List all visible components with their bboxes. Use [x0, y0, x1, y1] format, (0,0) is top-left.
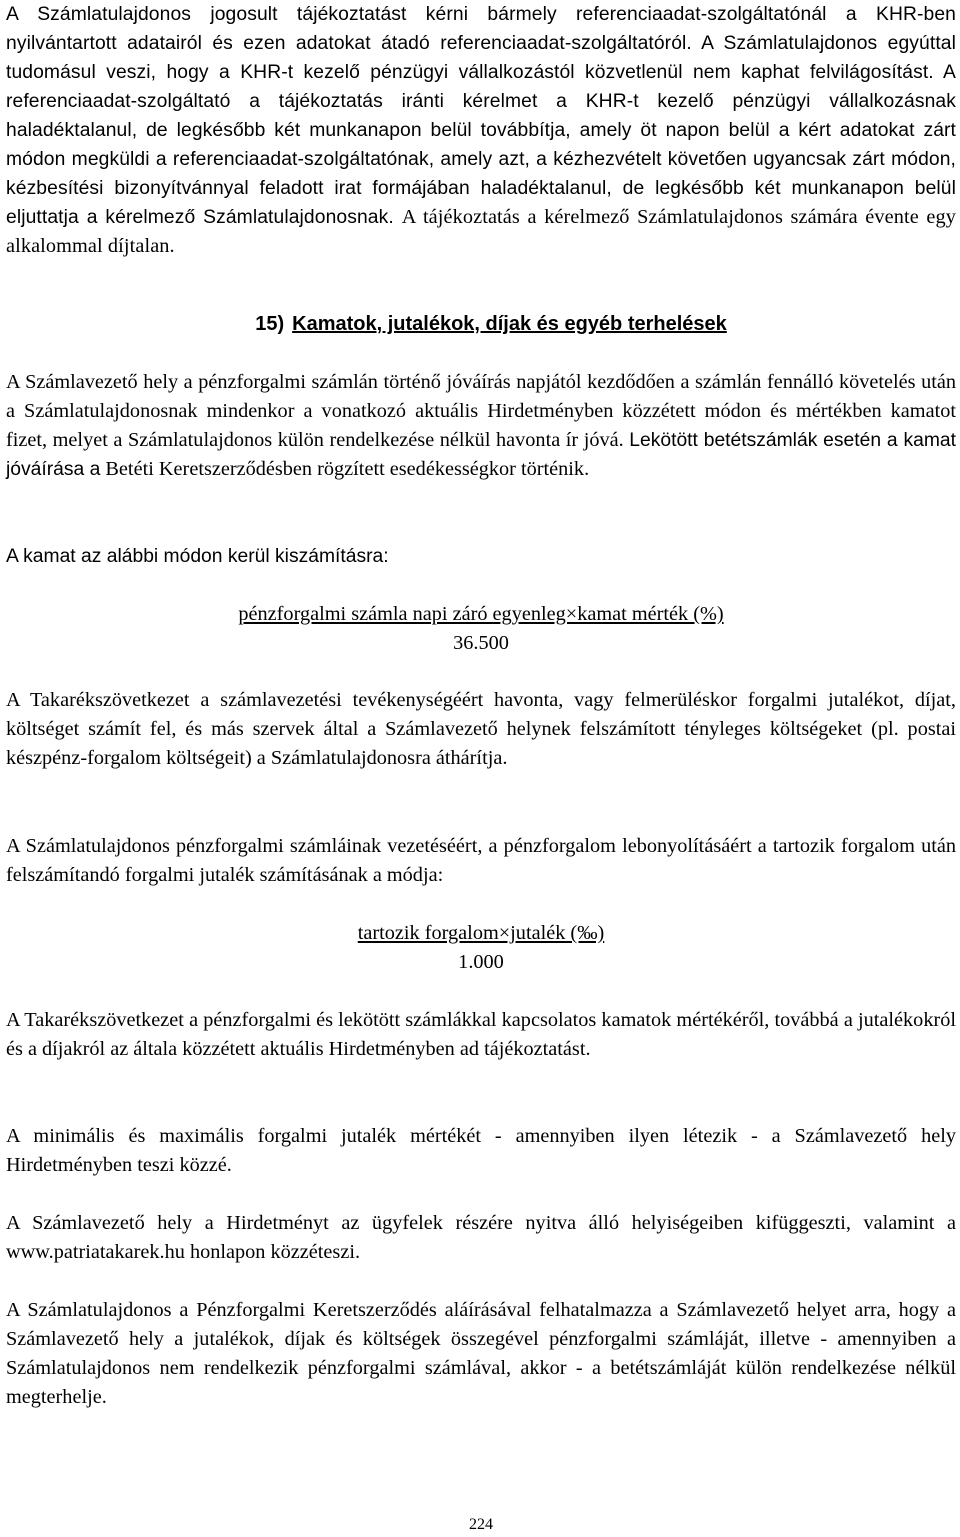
authorization-paragraph: A Számlatulajdonos a Pénzforgalmi Keretszerződés aláírásával felhatalmazza a Számlavezető helyet arra, hogy a Számlavezető hely a jutalékok, díjak és költségek összegével pénzforgalmi számláját, illetve - amennyiben a Számlatulajdonos nem rendelkezik pénzforgalmi számlával, akkor - a betétszámláját külön rendelkezése nélkül megterhelje.: [6, 1299, 956, 1408]
commission-formula: [6, 919, 956, 977]
interest-text: A Számlavezető hely a pénzforgalmi számlán történő jóváírás napjától kezdődően a számlán fennálló követelés után a Számlatulajdonosnak mindenkor a vonatkozó aktuális Hirdetményben közzétett módon és mértékben kamatot fizet, melyet a Számlatulajdonos külön rendelkezése nélkül havonta ír jóvá.: [6, 371, 956, 451]
intro-tail-text: A tájékoztatás a kérelmező Számlatulajdonos számára évente egy alkalommal díjtalan.: [6, 206, 956, 257]
interest-end-text: Betéti Keretszerződésben rögzített esedékességkor történik.: [105, 458, 590, 480]
fees-paragraph: A Takarékszövetkezet a számlavezetési tevékenységéért havonta, vagy felmerüléskor forgalmi jutalékot, díjat, költséget számít fel, és más szervek által a Számlavezető helynek felszámított tényleges költségeket (pl. postai készpénz-forgalom költségeit) a Számlatulajdonosra áthárítja.: [6, 689, 956, 769]
interest-formula: [6, 600, 956, 658]
section-heading: [6, 310, 956, 339]
document-page: [6, 0, 956, 1537]
interest-calc-label: A kamat az alábbi módon kerül kiszámításra:: [6, 546, 389, 567]
interest-paragraph: [6, 368, 956, 484]
commission-paragraph: A Számlatulajdonos pénzforgalmi számláinak vezetéséért, a pénzforgalom lebonyolításáért a tartozik forgalom után felszámítandó forgalmi jutalék számításának a módja:: [6, 835, 956, 886]
interest-formula-denominator: 36.500: [453, 632, 509, 654]
commission-formula-numerator: tartozik forgalom×jutalék (‰): [357, 922, 605, 944]
section-number: 15): [255, 313, 285, 335]
commission-formula-denominator: 1.000: [458, 951, 504, 973]
section-title: Kamatok, jutalékok, díjak és egyéb terhelések: [292, 313, 727, 335]
intro-paragraph: [6, 0, 956, 261]
page-number: 224: [469, 1516, 493, 1533]
intro-text: A Számlatulajdonos jogosult tájékoztatást kérni bármely referenciaadat-szolgáltatónál a KHR-ben nyilvántartott adatairól és ezen adatokat átadó referenciaadat-szolgáltatóról. A Számlatulajdonos egyúttal tudomásul veszi, hogy a KHR-t kezelő pénzügyi vállalkozástól közvetlenül nem kaphat felvilágosítást. A referenciaadat-szolgáltató a tájékoztatás iránti kérelmet a KHR-t kezelő pénzügyi vállalkozásnak haladéktalanul, de legkésőbb két munkanapon belül továbbítja, amely öt napon belül a kért adatokat zárt módon megküldi a referenciaadat-szolgáltatónak, amely azt, a kézhezvételt követően ugyancsak zárt módon, kézbesítési bizonyítvánnyal feladott irat formájában haladéktalanul, de legkésőbb két munkanapon belül eljuttatja a kérelmező Számlatulajdonosnak.: [6, 4, 956, 228]
publish-paragraph: A Számlavezető hely a Hirdetményt az ügyfelek részére nyitva álló helyiségeiben kifüggeszti, valamint a www.patriatakarek.hu honlapon közzéteszi.: [6, 1212, 956, 1263]
announcement-paragraph: A Takarékszövetkezet a pénzforgalmi és lekötött számlákkal kapcsolatos kamatok mértékéről, továbbá a jutalékokról és a díjakról az általa közzétett aktuális Hirdetményben ad tájékoztatást.: [6, 1009, 956, 1060]
interest-formula-numerator: pénzforgalmi számla napi záró egyenleg×kamat mérték (%): [238, 603, 724, 625]
interest-sans-text: Lekötött betétszámlák esetén a kamat jóváírása a: [6, 430, 956, 480]
minmax-paragraph: A minimális és maximális forgalmi jutalék mértékét - amennyiben ilyen létezik - a Számlavezető hely Hirdetményben teszi közzé.: [6, 1125, 956, 1176]
